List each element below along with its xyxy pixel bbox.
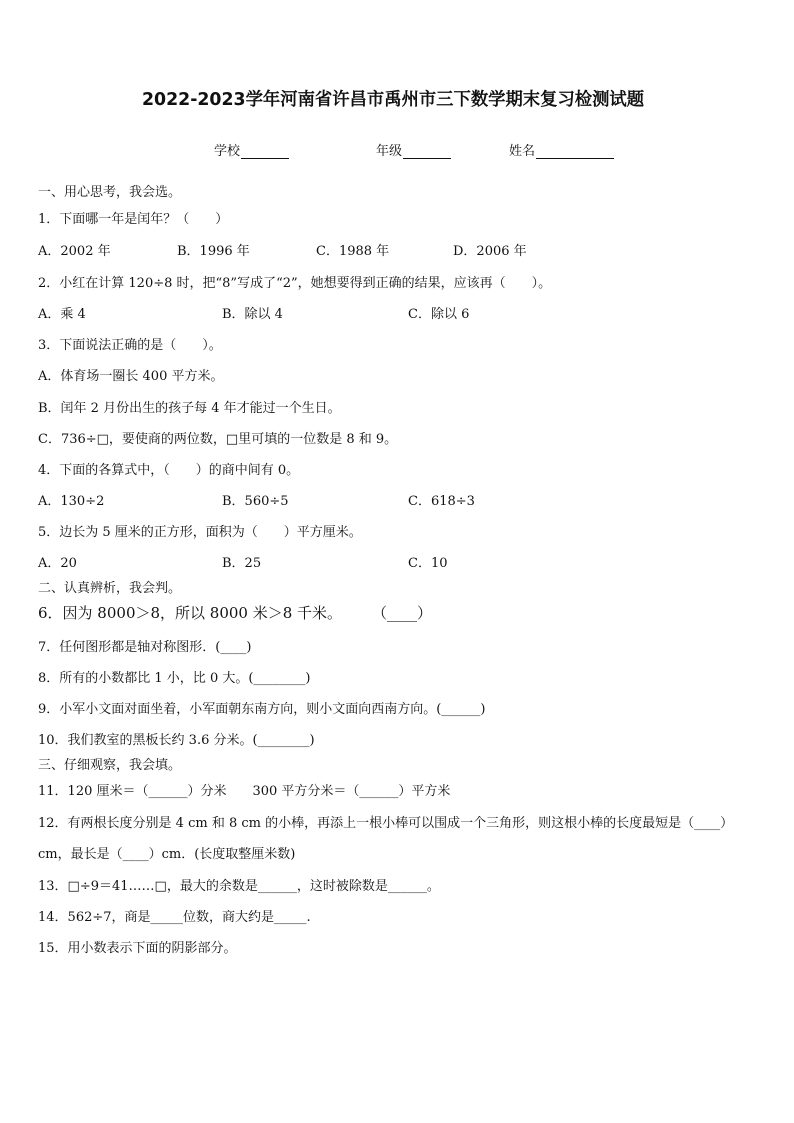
question-15: 15．用小数表示下面的阴影部分。 xyxy=(38,941,237,956)
section-heading-fill: 三、仔细观察，我会填。 xyxy=(38,758,182,773)
q3-option-a[interactable]: A．体育场一圈长 400 平方米。 xyxy=(38,369,224,384)
school-label: 学校 xyxy=(214,144,241,159)
question-5: 5．边长为 5 厘米的正方形，面积为（ ）平方厘米。 xyxy=(38,525,362,540)
q1-option-a[interactable]: A．2002 年 xyxy=(38,244,111,259)
q1-option-b[interactable]: B．1996 年 xyxy=(177,244,250,259)
question-11: 11．120 厘米＝（______）分米 300 平方分米＝（______）平方米 xyxy=(38,784,451,799)
name-field[interactable] xyxy=(509,140,614,159)
section-heading-judge: 二、认真辨析，我会判。 xyxy=(38,581,182,596)
q4-option-a[interactable]: A．130÷2 xyxy=(38,494,105,509)
grade-field[interactable] xyxy=(376,140,451,159)
question-4: 4．下面的各算式中，（ ）的商中间有 0。 xyxy=(38,463,300,478)
question-6: 6．因为 8000＞8，所以 8000 米＞8 千米。 （____） xyxy=(38,604,433,622)
question-10: 10．我们教室的黑板长约 3.6 分米。(________) xyxy=(38,733,315,748)
q4-option-c[interactable]: C．618÷3 xyxy=(408,494,475,509)
q3-option-c[interactable]: C．736÷□，要使商的两位数，□里可填的一位数是 8 和 9。 xyxy=(38,432,398,447)
question-3: 3．下面说法正确的是（ ）。 xyxy=(38,338,222,353)
q4-option-b[interactable]: B．560÷5 xyxy=(222,494,289,509)
question-8: 8．所有的小数都比 1 小，比 0 大。(________) xyxy=(38,671,311,686)
question-2: 2．小红在计算 120÷8 时，把“8”写成了“2”，她想要得到正确的结果，应该再（ ）。 xyxy=(38,276,552,291)
school-field[interactable] xyxy=(214,140,289,159)
question-7: 7．任何图形都是轴对称图形．(____) xyxy=(38,640,252,655)
question-9: 9．小军小文面对面坐着，小军面朝东南方向，则小文面向西南方向。(______) xyxy=(38,702,486,717)
grade-label: 年级 xyxy=(376,144,403,159)
q5-option-c[interactable]: C．10 xyxy=(408,556,448,571)
q2-option-b[interactable]: B．除以 4 xyxy=(222,307,283,322)
name-blank[interactable] xyxy=(536,145,614,159)
question-13: 13．□÷9＝41……□，最大的余数是______，这时被除数是______。 xyxy=(38,879,440,894)
question-12-line-2: cm，最长是（____）cm．(长度取整厘米数) xyxy=(38,847,296,862)
q5-option-a[interactable]: A．20 xyxy=(38,556,77,571)
section-heading-choose: 一、用心思考，我会选。 xyxy=(38,185,182,200)
question-1: 1．下面哪一年是闰年？（ ） xyxy=(38,212,229,227)
grade-blank[interactable] xyxy=(403,145,451,159)
page-title: 2022-2023学年河南省许昌市禹州市三下数学期末复习检测试题 xyxy=(141,90,645,110)
q5-option-b[interactable]: B．25 xyxy=(222,556,262,571)
question-12-line-1: 12．有两根长度分别是 4 cm 和 8 cm 的小棒，再添上一根小棒可以围成一个三角形，则这根小棒的长度最短是（____） xyxy=(38,816,734,831)
q1-option-d[interactable]: D．2006 年 xyxy=(453,244,527,259)
q1-option-c[interactable]: C．1988 年 xyxy=(316,244,390,259)
q2-option-a[interactable]: A．乘 4 xyxy=(38,307,86,322)
q3-option-b[interactable]: B．闰年 2 月份出生的孩子每 4 年才能过一个生日。 xyxy=(38,401,341,416)
name-label: 姓名 xyxy=(509,144,536,159)
school-blank[interactable] xyxy=(241,145,289,159)
question-14: 14．562÷7，商是_____位数，商大约是_____. xyxy=(38,910,311,925)
q2-option-c[interactable]: C．除以 6 xyxy=(408,307,470,322)
